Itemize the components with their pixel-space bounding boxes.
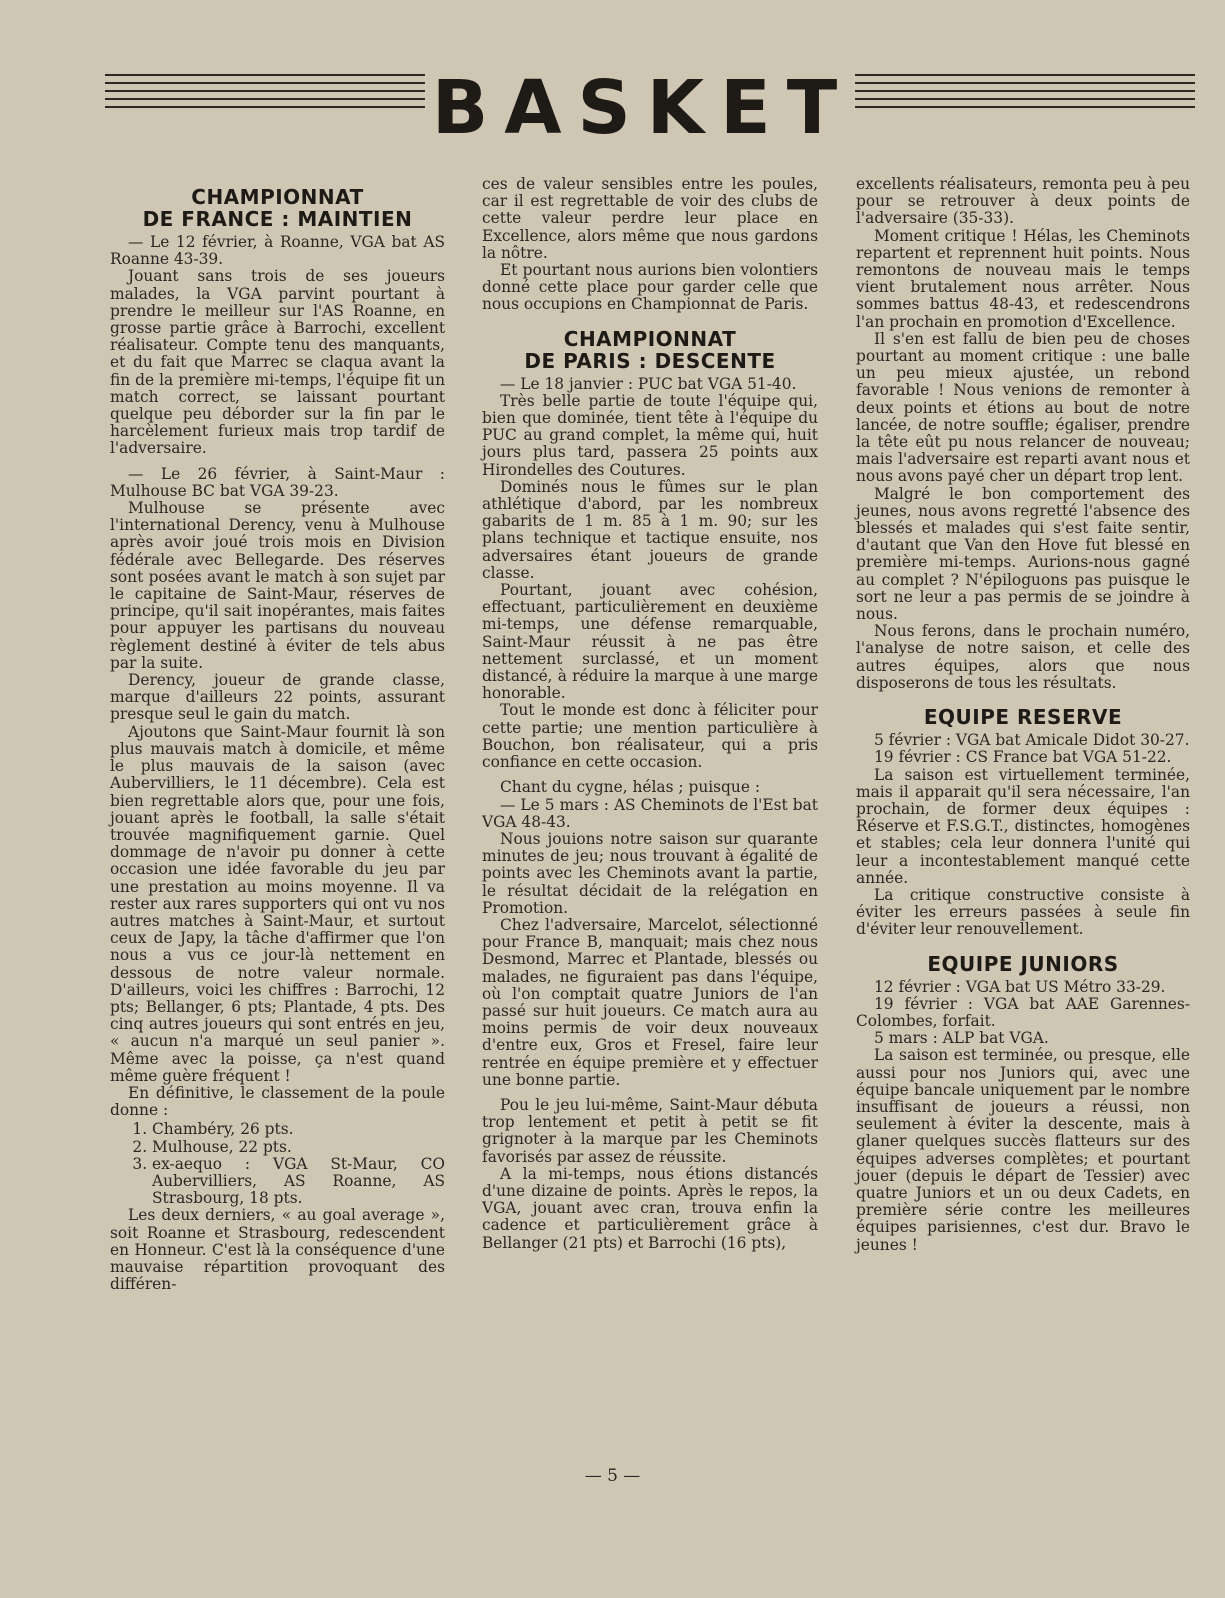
paragraph: Mulhouse se présente avec l'international Derency, venu à Mulhouse après avoir joué trois mois en Division fédérale avec Bellegarde. Des réserves sont posées avant le match à son sujet par le capitaine de Saint-Maur, réserves de principe, qu'il sait inopérantes, mais faites pour appuyer les partisans du nouveau règlement destiné à éviter de tels abus par la suite. [110, 499, 445, 672]
paragraph: 19 février : VGA bat AAE Garennes-Colombes, forfait. [856, 994, 1190, 1030]
paragraph: Malgré le bon comportement des jeunes, nous avons regretté l'absence des blessés et malades qui s'est faite sentir, d'autant que Van den Hove fut blessé en première mi-temps. Aurions-nous gagné au complet ? N'épiloguons pas puisque le sort ne leur a pas permis de se joindre à nous. [856, 484, 1190, 624]
paragraph: 12 février : VGA bat US Métro 33-29. [874, 977, 1166, 996]
paragraph: Tout le monde est donc à féliciter pour cette partie; une mention particulière à Bouchon, bon réalisateur, qui a pris confiance en cette occasion. [482, 701, 818, 772]
standings-item: 1. Chambéry, 26 pts. [152, 1121, 445, 1138]
paragraph: Il s'en est fallu de bien peu de choses pourtant au moment critique : une balle un peu mieux ajustée, un rebond favorable ! Nous venions de remonter à deux points et étions au bout de notre lancée, de notre souffle; égaliser, prendre la tête eût pu nous relancer de nouveau; mais l'adversaire est reparti avant nous et nous avons payé cher un départ trop lent. [856, 329, 1190, 486]
heading-line: DE FRANCE : MAINTIEN [142, 207, 413, 231]
column-2 [482, 176, 818, 1252]
paragraph: Ajoutons que Saint-Maur fournit là son plus mauvais match à domicile, et même le plus mauvais de la saison (avec Aubervilliers, le 11 décembre). Cela est bien regrettable alors que, pour une fois, jouant après le football, la salle s'était trouvée magnifiquement garnie. Quel dommage de n'avoir pu donner à cette occasion une idée favorable du jeu par une prestation au moins moyenne. Il va rester aux rares supporters qui ont vu nos autres matches à Saint-Maur, et surtout ceux de Japy, la tâche d'affirmer que l'on nous a vus ce jour-là nettement en dessous de notre valeur normale. D'ailleurs, voici les chiffres : Barrochi, 12 pts; Bellanger, 6 pts; Plantade, 4 pts. Des cinq autres joueurs qui sont entrés en jeu, « aucun n'a marqué un seul panier ». Même avec la poisse, ça n'est quand même guère fréquent ! [110, 722, 445, 1085]
standings-item: 3. ex-aequo : VGA St-Maur, CO Aubervilliers, AS Roanne, AS Strasbourg, 18 pts. [152, 1156, 445, 1208]
paragraph: En définitive, le classement de la poule donne : [110, 1083, 445, 1120]
standings-item: 2. Mulhouse, 22 pts. [152, 1139, 445, 1156]
heading-line: CHAMPIONNAT [191, 185, 364, 209]
paragraph: Pourtant, jouant avec cohésion, effectuant, particulièrement en deuxième mi-temps, une défense remarquable, Saint-Maur réussit à ne pas être nettement surclassé, et un moment distancé, à réduire la marque à une marge honorable. [482, 581, 818, 703]
paragraph: Moment critique ! Hélas, les Cheminots repartent et reprennent huit points. Nous remontons de nouveau mais le temps vient brutalement nous arrêter. Nous sommes battus 48-43, et redescendrons l'an prochain en promotion d'Excellence. [856, 226, 1190, 331]
standings-list [110, 1121, 445, 1207]
paragraph: Dominés nous le fûmes sur le plan athlétique d'abord, par les nombreux gabarits de 1 m. 85 à 1 m. 90; sur les plans technique et tactique ensuite, nos adversaires étant joueurs de grande classe. [482, 477, 818, 582]
paragraph: A la mi-temps, nous étions distancés d'une dizaine de points. Après le repos, la VGA, jouant avec cran, trouva enfin la cadence et particulièrement grâce à Bellanger (21 pts) et Barrochi (16 pts), [482, 1164, 818, 1252]
paragraph: — Le 26 février, à Saint-Maur : Mulhouse BC bat VGA 39-23. [110, 464, 445, 500]
paragraph: Et pourtant nous aurions bien volontiers donné cette place pour garder celle que nous occupions en Championnat de Paris. [482, 261, 818, 314]
section-heading-equipe-reserve: EQUIPE RESERVE [923, 705, 1123, 730]
masthead [105, 65, 1195, 151]
heading-line: CHAMPIONNAT [563, 326, 737, 351]
paragraph: excellents réalisateurs, remonta peu à peu pour se retrouver à deux points de l'adversaire (35-33). [856, 175, 1190, 228]
masthead-rules-right [855, 74, 1195, 114]
paragraph: Nous jouions notre saison sur quarante minutes de jeu; nous trouvant à égalité de points avec les Cheminots avant la partie, le résultat décidait de la relégation en Promotion. [482, 829, 818, 917]
paragraph: 5 février : VGA bat Amicale Didot 30-27. [874, 731, 1190, 750]
paragraph: Chez l'adversaire, Marcelot, sélectionné pour France B, manquait; mais chez nous Desmond, Marrec et Plantade, blessés ou malades, ne figuraient pas dans l'équipe, où l'on comptait quatre Juniors de l'an passé sur huit joueurs. Ce match aura au moins permis de voir deux nouveaux d'entre eux, Gros et Fresel, faire leur rentrée en équipe première et y effectuer une bonne partie. [482, 915, 818, 1089]
paragraph: 5 mars : ALP bat VGA. [874, 1029, 1049, 1048]
paragraph: Pou le jeu lui-même, Saint-Maur débuta trop lentement et petit à petit se fit grignoter à la marque par les Cheminots favorisés par assez de réussite. [482, 1095, 818, 1166]
paragraph: — Le 12 février, à Roanne, VGA bat AS Roanne 43-39. [110, 233, 445, 269]
paragraph: Nous ferons, dans le prochain numéro, l'analyse de notre saison, et celle des autres équipes, alors que nous disposerons de tous les résultats. [856, 622, 1190, 692]
section-heading-championnat-paris [482, 328, 818, 372]
paragraph: Les deux derniers, « au goal average », soit Roanne et Strasbourg, redescendent en Honneur. C'est là la conséquence d'une mauvaise répartition provoquant des différen- [110, 1206, 445, 1294]
page-number: — 5 — [584, 1466, 641, 1486]
paragraph: Jouant sans trois de ses joueurs malades, la VGA parvint pourtant à prendre le meilleur sur l'AS Roanne, en grosse partie grâce à Barrochi, excellent réalisateur. Compte tenu des manquants, et du fait que Marrec se claqua avant la fin de la première mi-temps, l'équipe fit un match correct, se laissant pourtant quelque peu déborder sur la fin par le harcèlement furieux mais trop tardif de l'adversaire. [110, 267, 445, 458]
column-3 [856, 176, 1190, 1254]
paragraph: Très belle partie de toute l'équipe qui, bien que dominée, tient tête à l'équipe du PUC au grand complet, la même qui, huit jours plus tard, passera 25 points aux Hirondelles des Coutures. [482, 391, 818, 479]
masthead-rules-left [105, 74, 425, 114]
paragraph: Derency, joueur de grande classe, marque d'ailleurs 22 points, assurant presque seul le gain du match. [110, 671, 445, 724]
paragraph: La saison est virtuellement terminée, mais il apparait qu'il sera nécessaire, l'an prochain, de former deux équipes : Réserve et F.S.G.T., distinctes, homogènes et stables; cela leur donnera l'unité qui leur a incontestablement manqué cette année. [856, 765, 1190, 887]
paragraph: — Le 18 janvier : PUC bat VGA 51-40. [500, 374, 797, 393]
paragraph: La saison est terminée, ou presque, elle aussi pour nos Juniors qui, avec une équipe bancale uniquement par le nombre insuffisant de joueurs a réussi, non seulement à éviter la descente, mais à glaner quelques succès flatteurs sur des équipes adverses complètes; et pourtant jouer (depuis le départ de Tessier) avec quatre Juniors et un ou deux Cadets, en première série contre les meilleures équipes parisiennes, c'est dur. Bravo le jeunes ! [856, 1046, 1190, 1254]
paragraph: — Le 5 mars : AS Cheminots de l'Est bat VGA 48-43. [482, 795, 818, 831]
paragraph: Chant du cygne, hélas ; puisque : [500, 778, 761, 797]
paragraph: ces de valeur sensibles entre les poules, car il est regrettable de voir des clubs de cette valeur perdre leur place en Excellence, alors même que nous gardons la nôtre. [482, 175, 818, 262]
section-heading-championnat-france [110, 186, 445, 230]
paragraph: La critique constructive consiste à éviter les erreurs passées à seule fin d'éviter leur renouvellement. [856, 885, 1190, 939]
section-heading-equipe-juniors: EQUIPE JUNIORS [927, 951, 1119, 976]
masthead-title: BASKET [431, 65, 854, 151]
heading-line: DE PARIS : DESCENTE [524, 348, 776, 373]
column-1 [110, 176, 445, 1293]
paragraph: 19 février : CS France bat VGA 51-22. [874, 748, 1172, 767]
